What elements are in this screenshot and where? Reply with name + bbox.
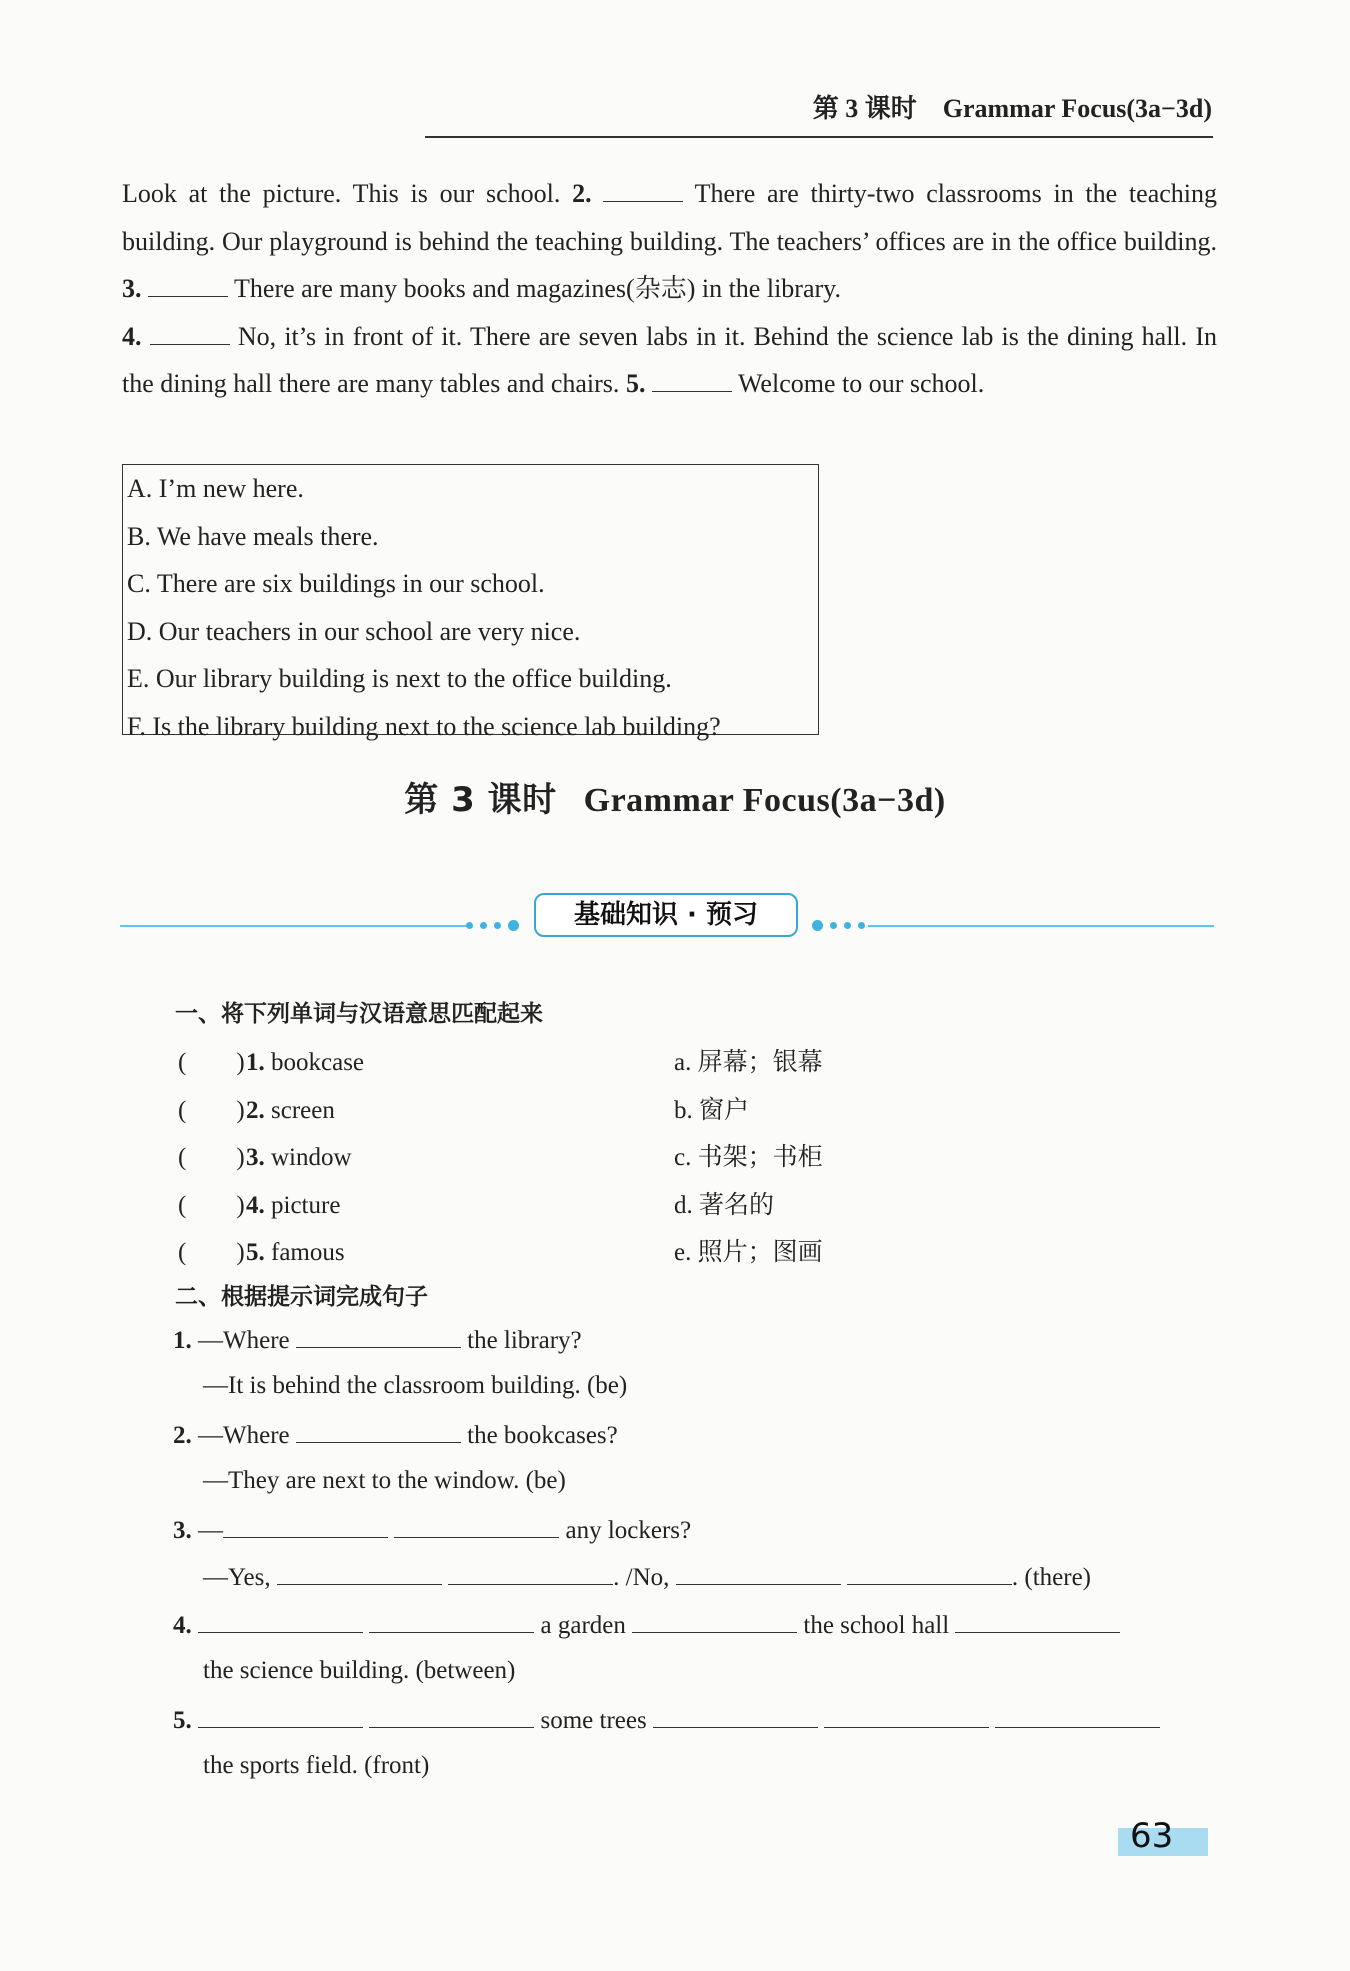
item-number: 1. bbox=[246, 1049, 265, 1076]
question-number: 4. bbox=[173, 1612, 192, 1639]
question-text: —Where bbox=[198, 1327, 290, 1354]
answer-blank[interactable] bbox=[394, 1515, 559, 1538]
answer-blank[interactable] bbox=[448, 1562, 613, 1585]
question-number: 1. bbox=[173, 1327, 192, 1354]
lesson-title-en: Grammar Focus(3a−3d) bbox=[583, 782, 946, 819]
answer-blank[interactable] bbox=[824, 1705, 989, 1728]
question-number: 3. bbox=[173, 1517, 192, 1544]
match-item bbox=[178, 1137, 352, 1173]
answer-paren[interactable]: ( ) bbox=[178, 1097, 245, 1124]
section-badge: 基础知识 · 预习 bbox=[534, 893, 798, 937]
option-c: C. There are six buildings in our school. bbox=[127, 569, 545, 599]
question-text: any lockers? bbox=[565, 1517, 692, 1544]
item-word: window bbox=[271, 1144, 352, 1171]
answer-blank[interactable] bbox=[995, 1705, 1160, 1728]
question-text: —Where bbox=[198, 1422, 290, 1449]
divider-dot bbox=[466, 922, 473, 929]
divider-dot bbox=[494, 922, 501, 929]
divider-dot bbox=[844, 922, 851, 929]
meaning-c: c. 书架；书柜 bbox=[674, 1144, 823, 1171]
options-box bbox=[122, 464, 819, 741]
meaning-e: e. 照片；图画 bbox=[674, 1239, 823, 1266]
question-1 bbox=[173, 1325, 582, 1355]
question-number: 5. bbox=[173, 1707, 192, 1734]
item-number: 5. bbox=[246, 1239, 265, 1266]
running-header: 第 3 课时 Grammar Focus(3a−3d) bbox=[812, 94, 1212, 123]
question-4-cont: the science building. (between) bbox=[203, 1657, 516, 1684]
answer-paren[interactable]: ( ) bbox=[178, 1239, 245, 1266]
match-item bbox=[178, 1042, 364, 1078]
option-e: E. Our library building is next to the office building. bbox=[127, 664, 672, 694]
question-text: the library? bbox=[467, 1327, 582, 1354]
question-text: —Yes, bbox=[203, 1564, 271, 1591]
question-4 bbox=[173, 1610, 1120, 1640]
passage-text: Look at the picture. This is our school. bbox=[122, 179, 573, 208]
divider-dot bbox=[858, 922, 865, 929]
item-word: famous bbox=[271, 1239, 345, 1266]
item-number: 4. bbox=[246, 1192, 265, 1219]
question-text: the bookcases? bbox=[467, 1422, 618, 1449]
answer-blank[interactable] bbox=[369, 1705, 534, 1728]
answer-blank[interactable] bbox=[653, 1705, 818, 1728]
answer-blank[interactable] bbox=[223, 1515, 388, 1538]
answer-blank[interactable] bbox=[652, 371, 732, 392]
reading-passage bbox=[122, 170, 1217, 408]
option-b: B. We have meals there. bbox=[127, 521, 379, 551]
passage-text: There are many books and magazines(杂志) in the library. bbox=[228, 274, 841, 304]
match-item bbox=[178, 1185, 340, 1221]
item-word: bookcase bbox=[271, 1049, 365, 1076]
divider-dot bbox=[830, 922, 837, 929]
question-2 bbox=[173, 1420, 618, 1450]
meaning-b: b. 窗户 bbox=[674, 1097, 750, 1124]
answer-blank[interactable] bbox=[603, 181, 683, 202]
lesson-title bbox=[0, 772, 1350, 821]
answer-blank[interactable] bbox=[296, 1325, 461, 1348]
question-2-answer: —They are next to the window. (be) bbox=[203, 1467, 566, 1494]
answer-paren[interactable]: ( ) bbox=[178, 1192, 245, 1219]
answer-paren[interactable]: ( ) bbox=[178, 1049, 245, 1076]
answer-blank[interactable] bbox=[847, 1562, 1012, 1585]
divider-dot bbox=[480, 922, 487, 929]
divider-dot bbox=[812, 920, 823, 931]
part2-heading: 二、根据提示词完成句子 bbox=[175, 1284, 428, 1310]
question-text: — bbox=[198, 1517, 223, 1544]
answer-blank[interactable] bbox=[198, 1610, 363, 1633]
answer-blank[interactable] bbox=[369, 1610, 534, 1633]
answer-blank[interactable] bbox=[632, 1610, 797, 1633]
passage-text: There are thirty-two classrooms in the teaching building. Our playground is behind the teaching building. The teachers’ offices are in the office building. bbox=[122, 179, 1217, 256]
answer-paren[interactable]: ( ) bbox=[178, 1144, 245, 1171]
question-text: . /No, bbox=[613, 1564, 670, 1591]
question-number: 2. bbox=[173, 1422, 192, 1449]
question-text: a garden bbox=[540, 1612, 626, 1639]
question-1-answer: —It is behind the classroom building. (be) bbox=[203, 1372, 628, 1399]
item-number: 2. bbox=[246, 1097, 265, 1124]
blank-number: 2. bbox=[572, 179, 592, 208]
section-divider-left bbox=[120, 925, 472, 927]
item-word: screen bbox=[271, 1097, 335, 1124]
question-text: the school hall bbox=[803, 1612, 950, 1639]
divider-dot bbox=[508, 920, 519, 931]
answer-blank[interactable] bbox=[955, 1610, 1120, 1633]
meaning-d: d. 著名的 bbox=[674, 1192, 775, 1219]
part1-heading: 一、将下列单词与汉语意思匹配起来 bbox=[175, 1001, 543, 1027]
passage-text: Welcome to our school. bbox=[731, 369, 985, 399]
section-divider-right bbox=[868, 925, 1214, 927]
page-number: 63 bbox=[1130, 1816, 1174, 1856]
question-text: . (there) bbox=[1011, 1564, 1092, 1591]
item-number: 3. bbox=[246, 1144, 265, 1171]
header-rule bbox=[425, 136, 1213, 138]
question-3-answer bbox=[203, 1562, 1091, 1592]
match-item bbox=[178, 1090, 335, 1126]
answer-blank[interactable] bbox=[676, 1562, 841, 1585]
match-item bbox=[178, 1232, 345, 1268]
option-d: D. Our teachers in our school are very nice. bbox=[127, 616, 581, 646]
answer-blank[interactable] bbox=[148, 276, 228, 297]
passage-text: No, it’s in front of it. There are seven labs in it. Behind the science lab is the dining hall. In the dining hall there are many tables and chairs. bbox=[122, 321, 1217, 399]
answer-blank[interactable] bbox=[150, 324, 230, 345]
option-a: A. I’m new here. bbox=[127, 474, 304, 503]
item-word: picture bbox=[271, 1192, 341, 1219]
answer-blank[interactable] bbox=[277, 1562, 442, 1585]
question-3 bbox=[173, 1515, 691, 1545]
blank-number: 4. bbox=[122, 321, 142, 351]
question-5 bbox=[173, 1705, 1160, 1735]
meaning-a: a. 屏幕；银幕 bbox=[674, 1049, 823, 1076]
blank-number: 3. bbox=[122, 274, 142, 304]
question-text: some trees bbox=[540, 1707, 647, 1734]
question-5-cont: the sports field. (front) bbox=[203, 1752, 430, 1779]
answer-blank[interactable] bbox=[198, 1705, 363, 1728]
lesson-title-cn: 第 3 课时 bbox=[404, 780, 557, 820]
blank-number: 5. bbox=[625, 369, 646, 399]
option-f: F. Is the library building next to the science lab building? bbox=[127, 711, 721, 741]
answer-blank[interactable] bbox=[296, 1420, 461, 1443]
